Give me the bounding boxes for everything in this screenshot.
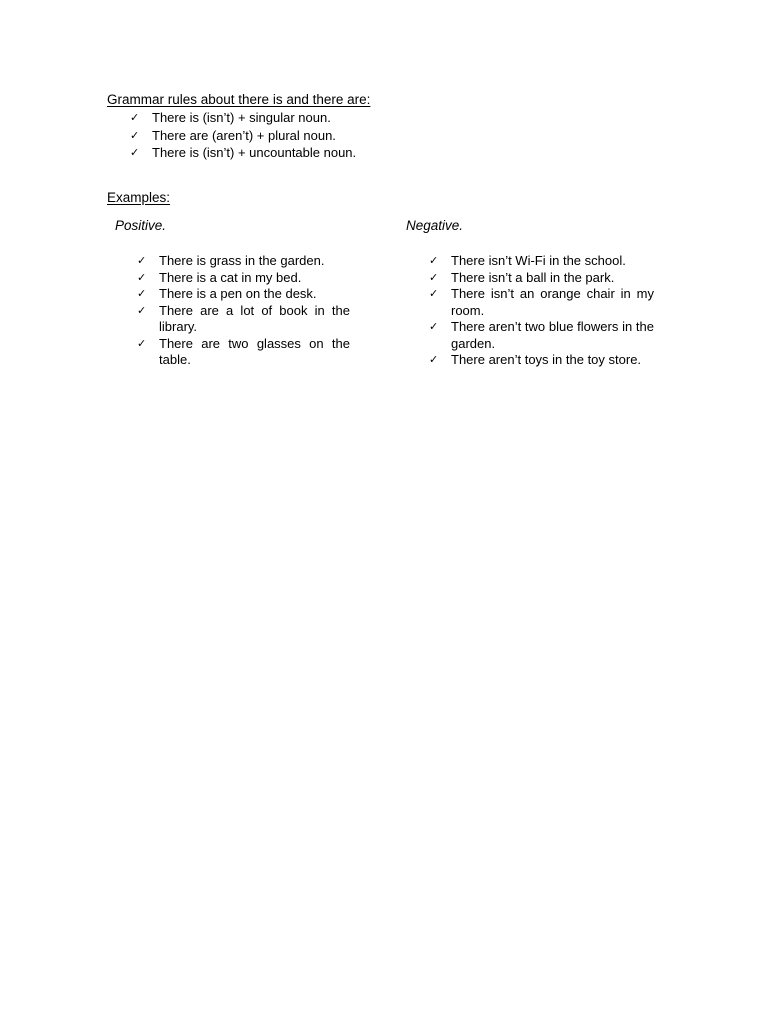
example-text: There is a pen on the desk. bbox=[159, 286, 317, 301]
checkmark-icon: ✓ bbox=[429, 270, 439, 284]
list-item bbox=[137, 253, 350, 270]
checkmark-icon: ✓ bbox=[137, 336, 147, 350]
positive-examples-list bbox=[137, 253, 350, 369]
checkmark-icon: ✓ bbox=[137, 254, 147, 267]
checkmark-icon: ✓ bbox=[130, 146, 140, 159]
checkmark-icon: ✓ bbox=[429, 287, 439, 300]
list-item bbox=[137, 335, 350, 369]
example-text: There isn’t an orange chair in my room. bbox=[451, 286, 654, 318]
example-text: There are a lot of book in the library. bbox=[159, 302, 350, 334]
list-item bbox=[130, 110, 452, 127]
checkmark-icon: ✓ bbox=[429, 353, 439, 366]
list-item bbox=[429, 269, 654, 287]
rule-text: There is (isn’t) + uncountable noun. bbox=[152, 145, 357, 160]
rules-list bbox=[130, 110, 452, 163]
negative-heading: Negative. bbox=[406, 218, 464, 233]
list-item bbox=[137, 286, 350, 303]
checkmark-icon: ✓ bbox=[130, 128, 140, 142]
positive-heading: Positive. bbox=[115, 218, 167, 233]
checkmark-icon: ✓ bbox=[130, 111, 140, 124]
list-item bbox=[429, 253, 654, 270]
list-item bbox=[429, 319, 654, 352]
checkmark-icon: ✓ bbox=[429, 254, 439, 267]
checkmark-icon: ✓ bbox=[137, 287, 147, 300]
example-text: There aren’t toys in the toy store. bbox=[451, 352, 642, 367]
example-text: There aren’t two blue flowers in the garden. bbox=[451, 319, 654, 351]
list-item bbox=[137, 302, 350, 336]
example-text: There are two glasses on the table. bbox=[159, 335, 350, 367]
example-text: There isn’t Wi-Fi in the school. bbox=[451, 253, 626, 268]
examples-heading: Examples: bbox=[107, 190, 171, 205]
example-text: There is grass in the garden. bbox=[159, 253, 325, 268]
rule-text: There is (isn’t) + singular noun. bbox=[152, 110, 331, 125]
example-text: There isn’t a ball in the park. bbox=[451, 269, 615, 285]
rules-heading: Grammar rules about there is and there are: bbox=[107, 92, 371, 107]
checkmark-icon: ✓ bbox=[137, 303, 147, 317]
list-item bbox=[429, 352, 654, 369]
checkmark-icon: ✓ bbox=[429, 320, 439, 333]
example-text: There is a cat in my bed. bbox=[159, 269, 302, 285]
list-item bbox=[137, 269, 350, 287]
list-item bbox=[130, 127, 452, 145]
checkmark-icon: ✓ bbox=[137, 270, 147, 284]
list-item bbox=[130, 145, 452, 162]
negative-examples-list bbox=[429, 253, 654, 369]
rule-text: There are (aren’t) + plural noun. bbox=[152, 127, 336, 143]
list-item bbox=[429, 286, 654, 319]
